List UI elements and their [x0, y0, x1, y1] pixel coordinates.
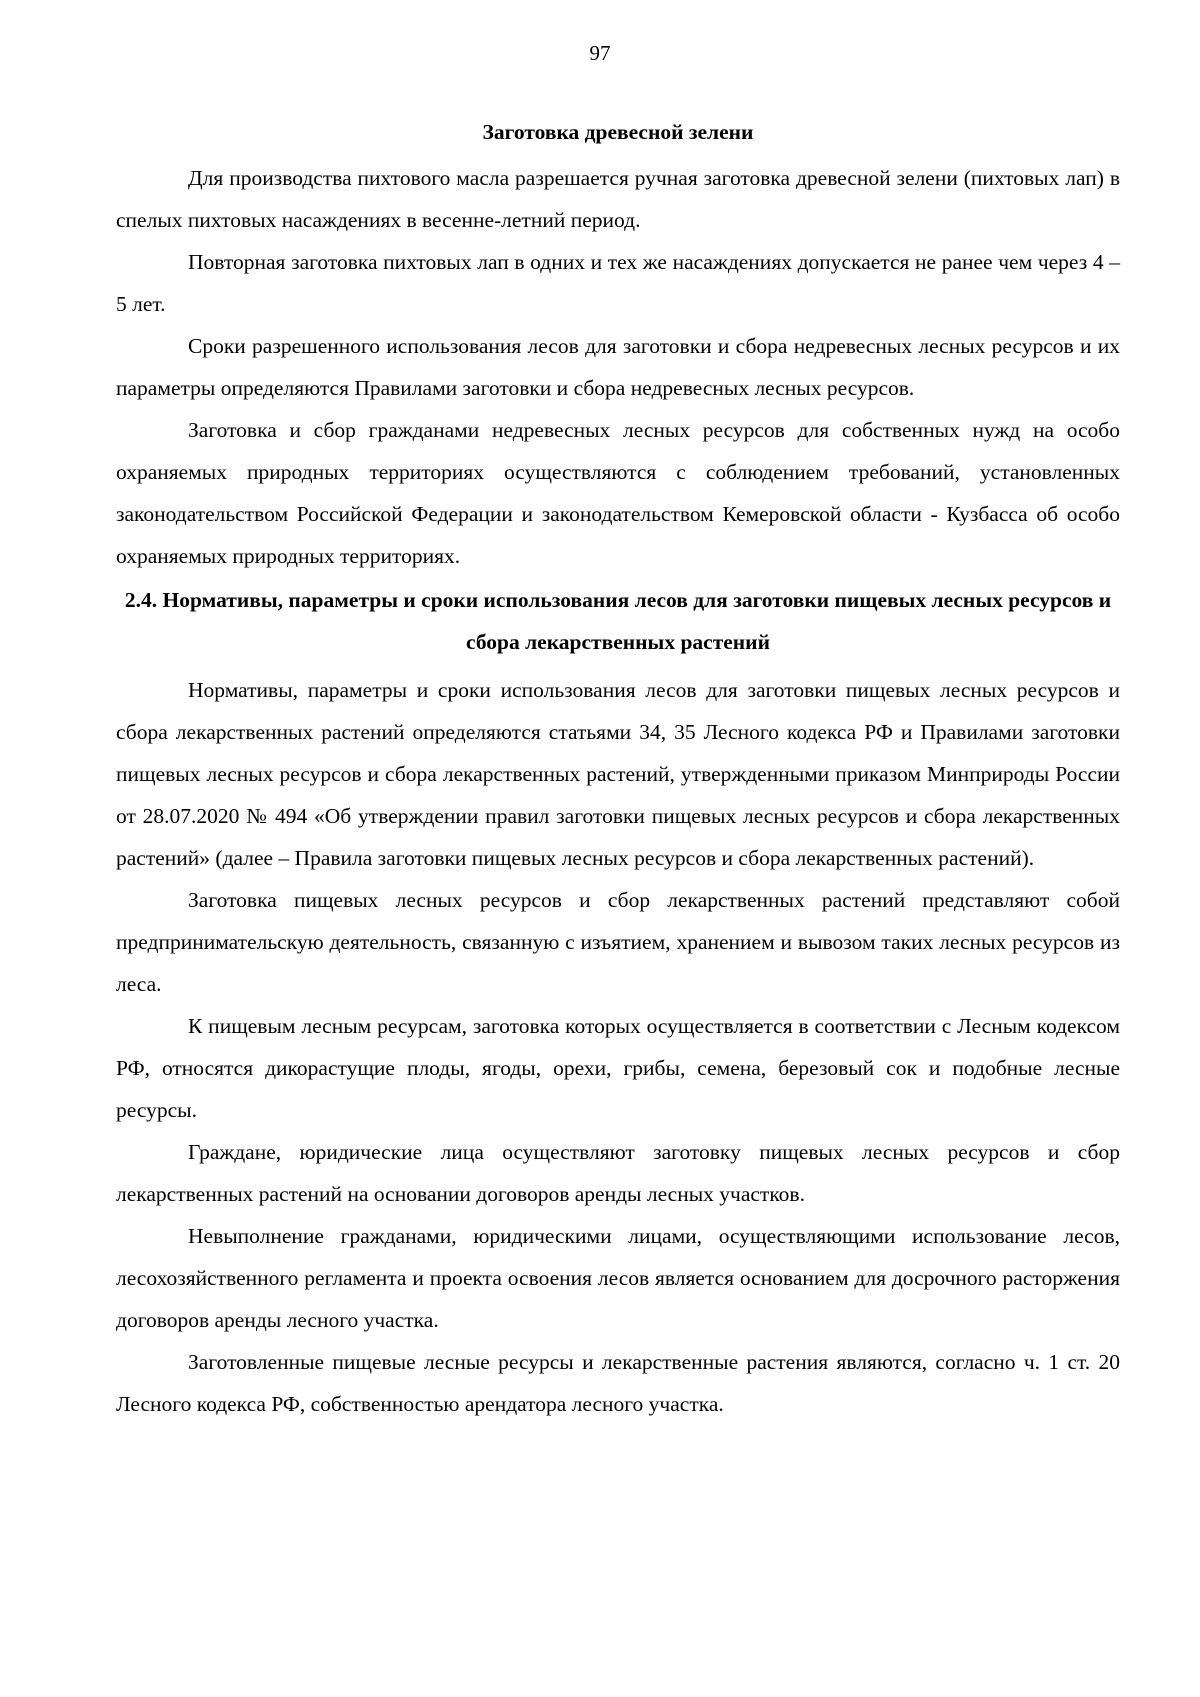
section-heading-wood-greenery: Заготовка древесной зелени: [482, 120, 754, 144]
section-heading-2-4: 2.4. Нормативы, параметры и сроки использования лесов для заготовки пищевых лесных ресурсов и сбора лекарственных растений: [124, 588, 1112, 654]
paragraph: Заготовленные пищевые лесные ресурсы и лекарственные растения являются, согласно ч. 1 ст. 20 Лесного кодекса РФ, собственностью арендатора лесного участка.: [116, 1350, 1120, 1416]
page-number: 97: [589, 41, 611, 65]
paragraph: Нормативы, параметры и сроки использования лесов для заготовки пищевых лесных ресурсов и сбора лекарственных растений определяются статьями 34, 35 Лесного кодекса РФ и Правилами заготовки пищевых лесных ресурсов и сбора лекарственных растений, утвержденными приказом Минприроды России от 28.07.2020 № 494 «Об утверждении правил заготовки пищевых лесных ресурсов и сбора лекарственных растений» (далее – Правила заготовки пищевых лесных ресурсов и сбора лекарственных растений).: [116, 678, 1120, 870]
paragraph: Граждане, юридические лица осуществляют заготовку пищевых лесных ресурсов и сбор лекарственных растений на основании договоров аренды лесных участков.: [116, 1140, 1120, 1206]
paragraph: К пищевым лесным ресурсам, заготовка которых осуществляется в соответствии с Лесным кодексом РФ, относятся дикорастущие плоды, ягоды, орехи, грибы, семена, березовый сок и подобные лесные ресурсы.: [116, 1014, 1120, 1122]
page-content: [116, 111, 1120, 1425]
paragraph: Повторная заготовка пихтовых лап в одних и тех же насаждениях допускается не ранее чем через 4 – 5 лет.: [116, 250, 1120, 316]
paragraph: Заготовка и сбор гражданами недревесных лесных ресурсов для собственных нужд на особо охраняемых природных территориях осуществляются с соблюдением требований, установленных законодательством Российской Федерации и законодательством Кемеровской области - Кузбасса об особо охраняемых природных территориях.: [116, 418, 1120, 568]
paragraph: Заготовка пищевых лесных ресурсов и сбор лекарственных растений представляют собой предпринимательскую деятельность, связанную с изъятием, хранением и вывозом таких лесных ресурсов из леса.: [116, 888, 1120, 996]
paragraph: Невыполнение гражданами, юридическими лицами, осуществляющими использование лесов, лесохозяйственного регламента и проекта освоения лесов является основанием для досрочного расторжения договоров аренды лесного участка.: [116, 1224, 1120, 1332]
paragraph: Сроки разрешенного использования лесов для заготовки и сбора недревесных лесных ресурсов и их параметры определяются Правилами заготовки и сбора недревесных лесных ресурсов.: [116, 334, 1120, 400]
paragraph: Для производства пихтового масла разрешается ручная заготовка древесной зелени (пихтовых лап) в спелых пихтовых насаждениях в весенне-летний период.: [116, 166, 1120, 232]
